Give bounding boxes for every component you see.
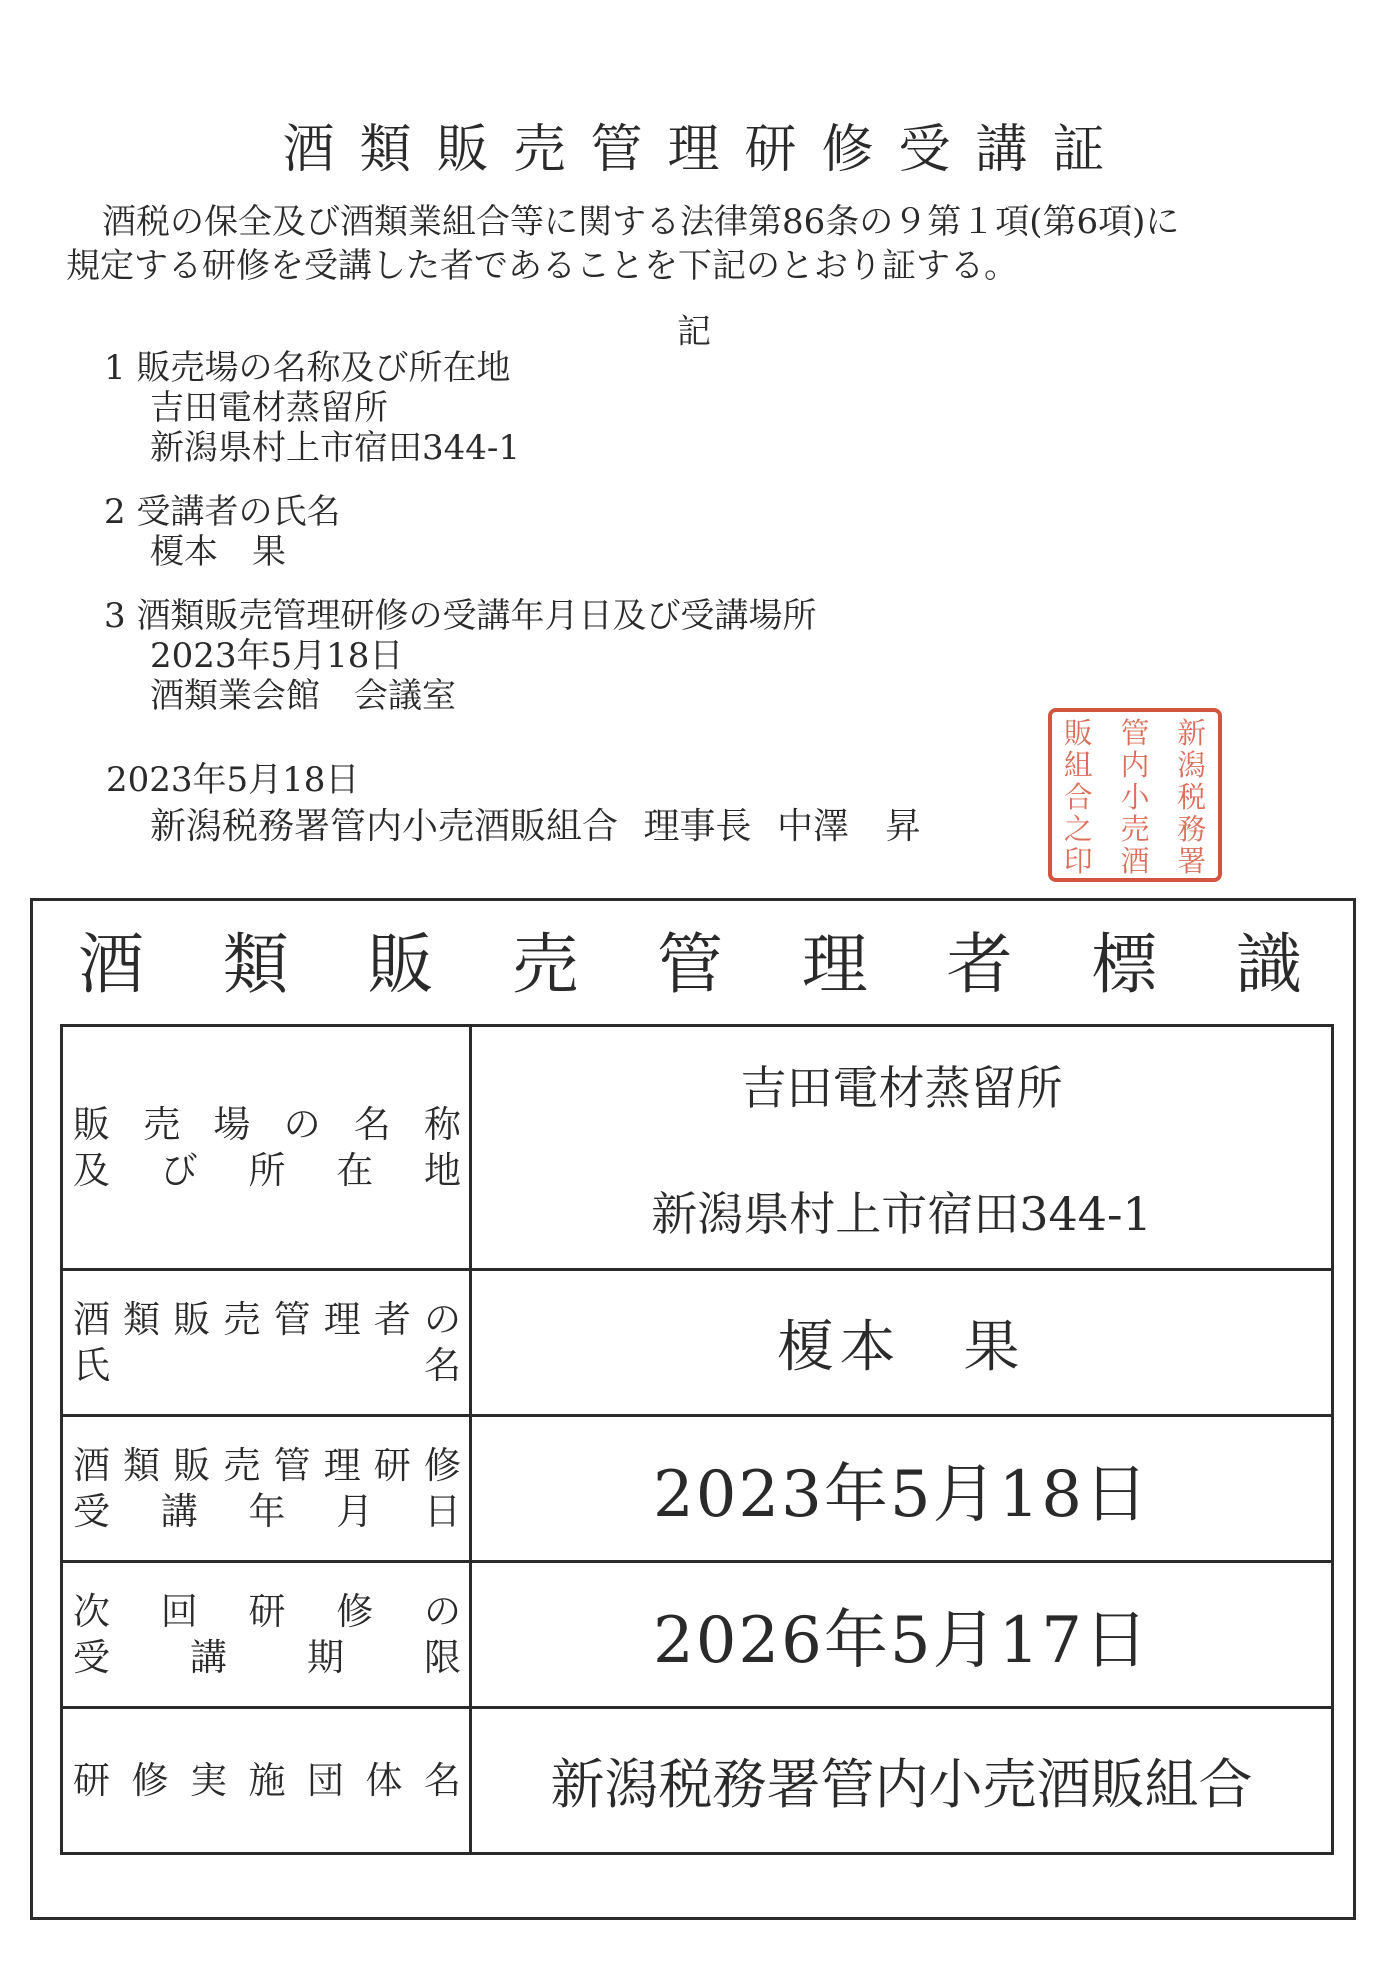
label-char: 名 (424, 1343, 461, 1387)
label-char: 名 (353, 1102, 391, 1146)
label-char: の (283, 1102, 321, 1146)
sign-title-char: 識 (1236, 926, 1302, 1003)
label-char: 修 (131, 1758, 169, 1802)
label-line (63, 1489, 469, 1535)
label-char: 団 (307, 1758, 344, 1802)
sign-title-char: 者 (946, 926, 1013, 1003)
label-char: 次 (73, 1589, 110, 1633)
item-line: 吉田電材蒸留所 (150, 388, 388, 428)
sign-title-char: 標 (1091, 926, 1158, 1003)
issuer-org: 新潟税務署管内小売酒販組合 (150, 806, 619, 847)
seal-char: 販 (1063, 715, 1093, 750)
sign-title-char: 売 (512, 926, 579, 1003)
item-heading: 販売場の名称及び所在地 (136, 348, 511, 388)
issuer-name: 中澤 昇 (776, 806, 921, 847)
label-char: 売 (223, 1297, 261, 1341)
table-row (62, 1026, 1333, 1270)
label-char: 在 (336, 1148, 374, 1192)
item-line: 新潟県村上市宿田344-1 (150, 428, 521, 468)
issuer (150, 798, 935, 849)
label-char: 売 (223, 1443, 261, 1487)
label-line (63, 1343, 469, 1389)
seal-char: 之 (1063, 811, 1093, 846)
seal-char: 合 (1063, 779, 1093, 814)
row-label (62, 1270, 471, 1416)
sign-title-char: 酒 (78, 926, 144, 1003)
label-char: 受 (73, 1635, 110, 1679)
seal-char: 潟 (1177, 747, 1207, 782)
label-char: 理 (323, 1443, 361, 1487)
label-char: の (424, 1589, 461, 1633)
label-char: 期 (307, 1635, 344, 1679)
table-row (62, 1270, 1333, 1416)
label-char: び (160, 1148, 198, 1192)
label-char: 販 (173, 1297, 211, 1341)
label-char: 研 (373, 1443, 411, 1487)
label-char: 管 (273, 1443, 311, 1487)
row-label (62, 1562, 471, 1708)
table-row (62, 1416, 1333, 1562)
item-line: 酒類業会館 会議室 (150, 676, 456, 716)
label-line (63, 1297, 469, 1343)
label-char: 管 (273, 1297, 311, 1341)
label-char: 販 (173, 1443, 211, 1487)
row-value: 榎本 果 (471, 1270, 1333, 1416)
sign-title (40, 926, 1340, 1003)
intro-line-2: 規定する研修を受講した者であることを下記のとおり証する。 (66, 246, 1018, 286)
label-char: 研 (73, 1758, 110, 1802)
label-char: 年 (248, 1489, 286, 1533)
seal-char: 小 (1120, 779, 1150, 814)
label-char: 研 (248, 1589, 286, 1633)
seal-char: 署 (1177, 843, 1207, 878)
seal-char: 印 (1063, 843, 1093, 878)
label-char: 場 (213, 1102, 251, 1146)
label-char: 売 (143, 1102, 181, 1146)
seal-char: 新 (1177, 715, 1207, 750)
row-label (62, 1416, 471, 1562)
list-item (104, 348, 816, 468)
label-char: 氏 (73, 1343, 110, 1387)
sign-title-char: 類 (222, 926, 289, 1003)
item-heading: 受講者の氏名 (136, 492, 341, 532)
label-char: 限 (424, 1635, 461, 1679)
label-line (63, 1758, 469, 1804)
seal-char: 管 (1120, 715, 1150, 750)
label-line (63, 1148, 469, 1194)
label-char: 販 (73, 1102, 110, 1146)
label-char: 地 (424, 1148, 461, 1192)
seal-char: 税 (1177, 779, 1207, 814)
label-char: 酒 (73, 1297, 110, 1341)
certificate-title: 酒類販売管理研修受講証 (282, 120, 1130, 180)
table-row (62, 1562, 1333, 1708)
value-line: 吉田電材蒸留所 (740, 1060, 1063, 1115)
label-line (63, 1102, 469, 1148)
seal-char: 内 (1120, 747, 1150, 782)
row-value: 2023年5月18日 (471, 1416, 1333, 1562)
certificate-intro (66, 200, 1336, 288)
sign-title-char: 管 (657, 926, 723, 1003)
label-line (63, 1589, 469, 1635)
label-char: 回 (160, 1589, 198, 1633)
table-row (62, 1708, 1333, 1854)
label-line (63, 1635, 469, 1681)
item-line: 2023年5月18日 (150, 636, 404, 676)
label-char: 修 (336, 1589, 374, 1633)
certificate-items (104, 348, 816, 740)
intro-line-1: 酒税の保全及び酒類業組合等に関する法律第86条の９第１項(第6項)に (102, 202, 1180, 242)
sign-table (60, 1024, 1334, 1855)
list-item (104, 492, 816, 572)
label-char: 類 (123, 1443, 161, 1487)
label-char: 講 (160, 1489, 198, 1533)
label-char: 名 (424, 1758, 461, 1802)
label-char: 実 (190, 1758, 227, 1802)
label-char: 体 (365, 1758, 403, 1802)
row-value: 新潟税務署管内小売酒販組合 (471, 1708, 1333, 1854)
row-value (471, 1026, 1333, 1270)
row-value: 2026年5月17日 (471, 1562, 1333, 1708)
label-char: 講 (190, 1635, 227, 1679)
label-char: 類 (123, 1297, 161, 1341)
label-char: 受 (73, 1489, 110, 1533)
issuer-role: 理事長 (643, 806, 752, 847)
seal-char: 組 (1063, 747, 1093, 782)
label-char: の (423, 1297, 461, 1341)
item-number: 1 (104, 348, 126, 388)
label-char: 月 (336, 1489, 374, 1533)
value-line: 新潟県村上市宿田344-1 (651, 1186, 1152, 1241)
item-line: 榎本 果 (150, 532, 286, 572)
official-seal (1046, 706, 1224, 884)
label-char: 修 (423, 1443, 461, 1487)
list-item (104, 596, 816, 716)
label-char: 者 (373, 1297, 411, 1341)
label-char: 称 (423, 1102, 461, 1146)
label-char: 酒 (73, 1443, 110, 1487)
item-number: 3 (104, 596, 126, 636)
label-char: 所 (248, 1148, 286, 1192)
label-char: 施 (248, 1758, 286, 1802)
label-line (63, 1443, 469, 1489)
label-char: 日 (424, 1489, 461, 1533)
row-label (62, 1026, 471, 1270)
sign-title-char: 理 (801, 926, 868, 1003)
seal-char: 酒 (1120, 843, 1150, 878)
label-char: 及 (73, 1148, 110, 1192)
item-number: 2 (104, 492, 126, 532)
seal-char: 売 (1120, 811, 1150, 846)
label-char: 理 (323, 1297, 361, 1341)
sign-title-char: 販 (367, 926, 434, 1003)
item-heading: 酒類販売管理研修の受講年月日及び受講場所 (136, 596, 817, 636)
issue-date: 2023年5月18日 (106, 760, 360, 800)
ki-marker: 記 (677, 312, 711, 352)
row-label (62, 1708, 471, 1854)
seal-char: 務 (1177, 811, 1207, 846)
